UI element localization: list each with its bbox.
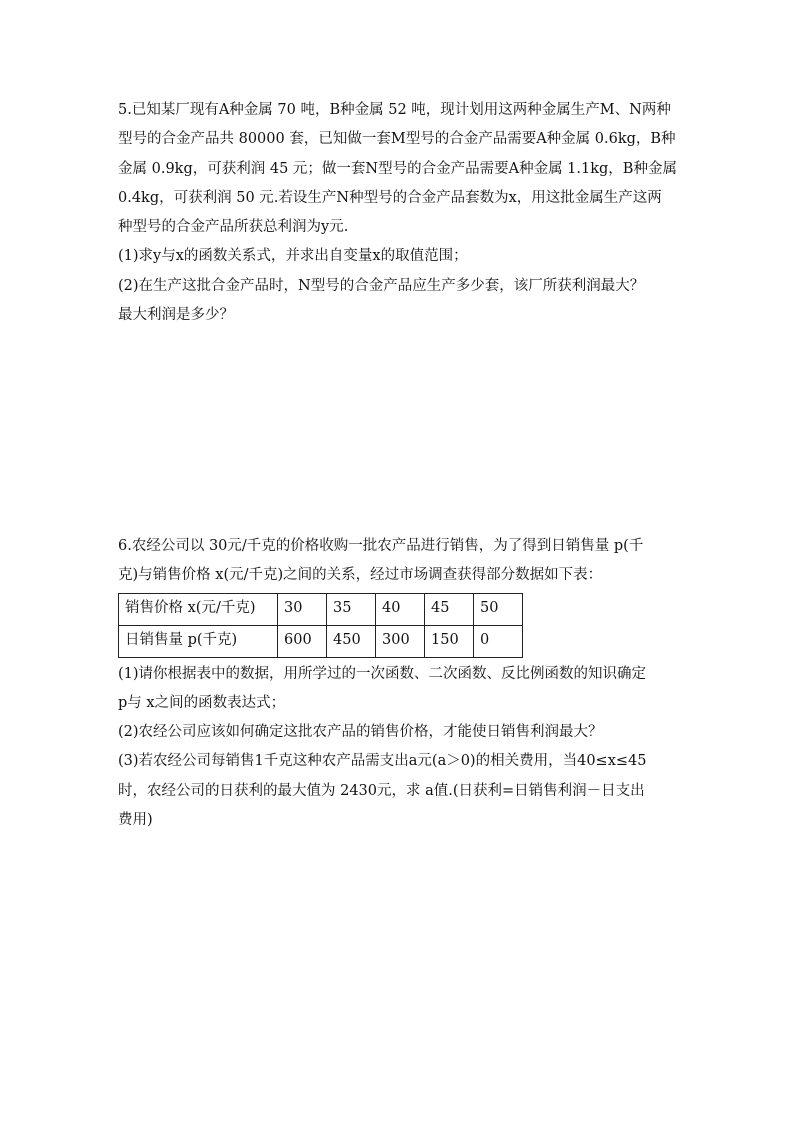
- table-cell: 0: [474, 625, 523, 657]
- problem-6-intro-line: 6.农经公司以 30元/千克的价格收购一批农产品进行销售，为了得到日销售量 p(千: [118, 538, 644, 554]
- table-cell: 35: [327, 593, 376, 625]
- problem-6-question-2: (2)农经公司应该如何确定这批农产品的销售价格，才能使日销售利润最大？: [118, 724, 603, 741]
- row-header-price: 销售价格 x(元/千克): [119, 593, 278, 625]
- problem-6: [118, 532, 703, 835]
- problem-6-question-3: (3)若农经公司每销售1千克这种农产品需支出a元(a＞0)的相关费用，当40≤x≤45: [118, 753, 647, 770]
- table-cell: 450: [327, 625, 376, 657]
- problem-5-line: 型号的合金产品共 80000 套，已知做一套M型号的合金产品需要A种金属 0.6kg，B种: [118, 131, 676, 148]
- table-cell: 150: [425, 625, 474, 657]
- problem-5-line: 金属 0.9kg，可获利润 45 元；做一套N型号的合金产品需要A种金属 1.1kg，B种金属: [118, 160, 677, 177]
- table-cell: 30: [278, 593, 327, 625]
- row-header-sales: 日销售量 p(千克): [119, 625, 278, 657]
- problem-6-question-3-cont: 时，农经公司的日获利的最大值为 2430元，求 a值.(日获利=日销售利润－日支出: [118, 782, 645, 799]
- table-cell: 50: [474, 593, 523, 625]
- table-cell: 600: [278, 625, 327, 657]
- problem-6-question-3-cont: 费用): [118, 812, 153, 829]
- price-sales-table: [118, 593, 523, 658]
- problem-5-question-1: (1)求y与x的函数关系式，并求出自变量x的取值范围；: [118, 248, 468, 265]
- problem-5-line: 0.4kg，可获利润 50 元.若设生产N种型号的合金产品套数为x，用这批金属生产这两: [118, 189, 662, 206]
- problem-6-intro-line: 克)与销售价格 x(元/千克)之间的关系，经过市场调查获得部分数据如下表：: [118, 567, 603, 584]
- table-row: [119, 625, 523, 657]
- problem-6-question-1: (1)请你根据表中的数据，用所学过的一次函数、二次函数、反比例函数的知识确定: [118, 665, 647, 682]
- problem-6-question-1-cont: p与 x之间的函数表达式；: [118, 694, 286, 711]
- table-cell: 45: [425, 593, 474, 625]
- problem-5: [118, 96, 703, 330]
- table-row: [119, 593, 523, 625]
- problem-5-question-2-cont: 最大利润是多少？: [118, 307, 234, 324]
- table-cell: 40: [376, 593, 425, 625]
- problem-5-line: 种型号的合金产品所获总利润为y元.: [118, 219, 349, 236]
- problem-5-line: 5.已知某厂现有A种金属 70 吨，B种金属 52 吨，现计划用这两种金属生产M、N两种: [118, 102, 671, 118]
- problem-5-question-2: (2)在生产这批合金产品时，N型号的合金产品应生产多少套，该厂所获利润最大？: [118, 277, 645, 294]
- table-cell: 300: [376, 625, 425, 657]
